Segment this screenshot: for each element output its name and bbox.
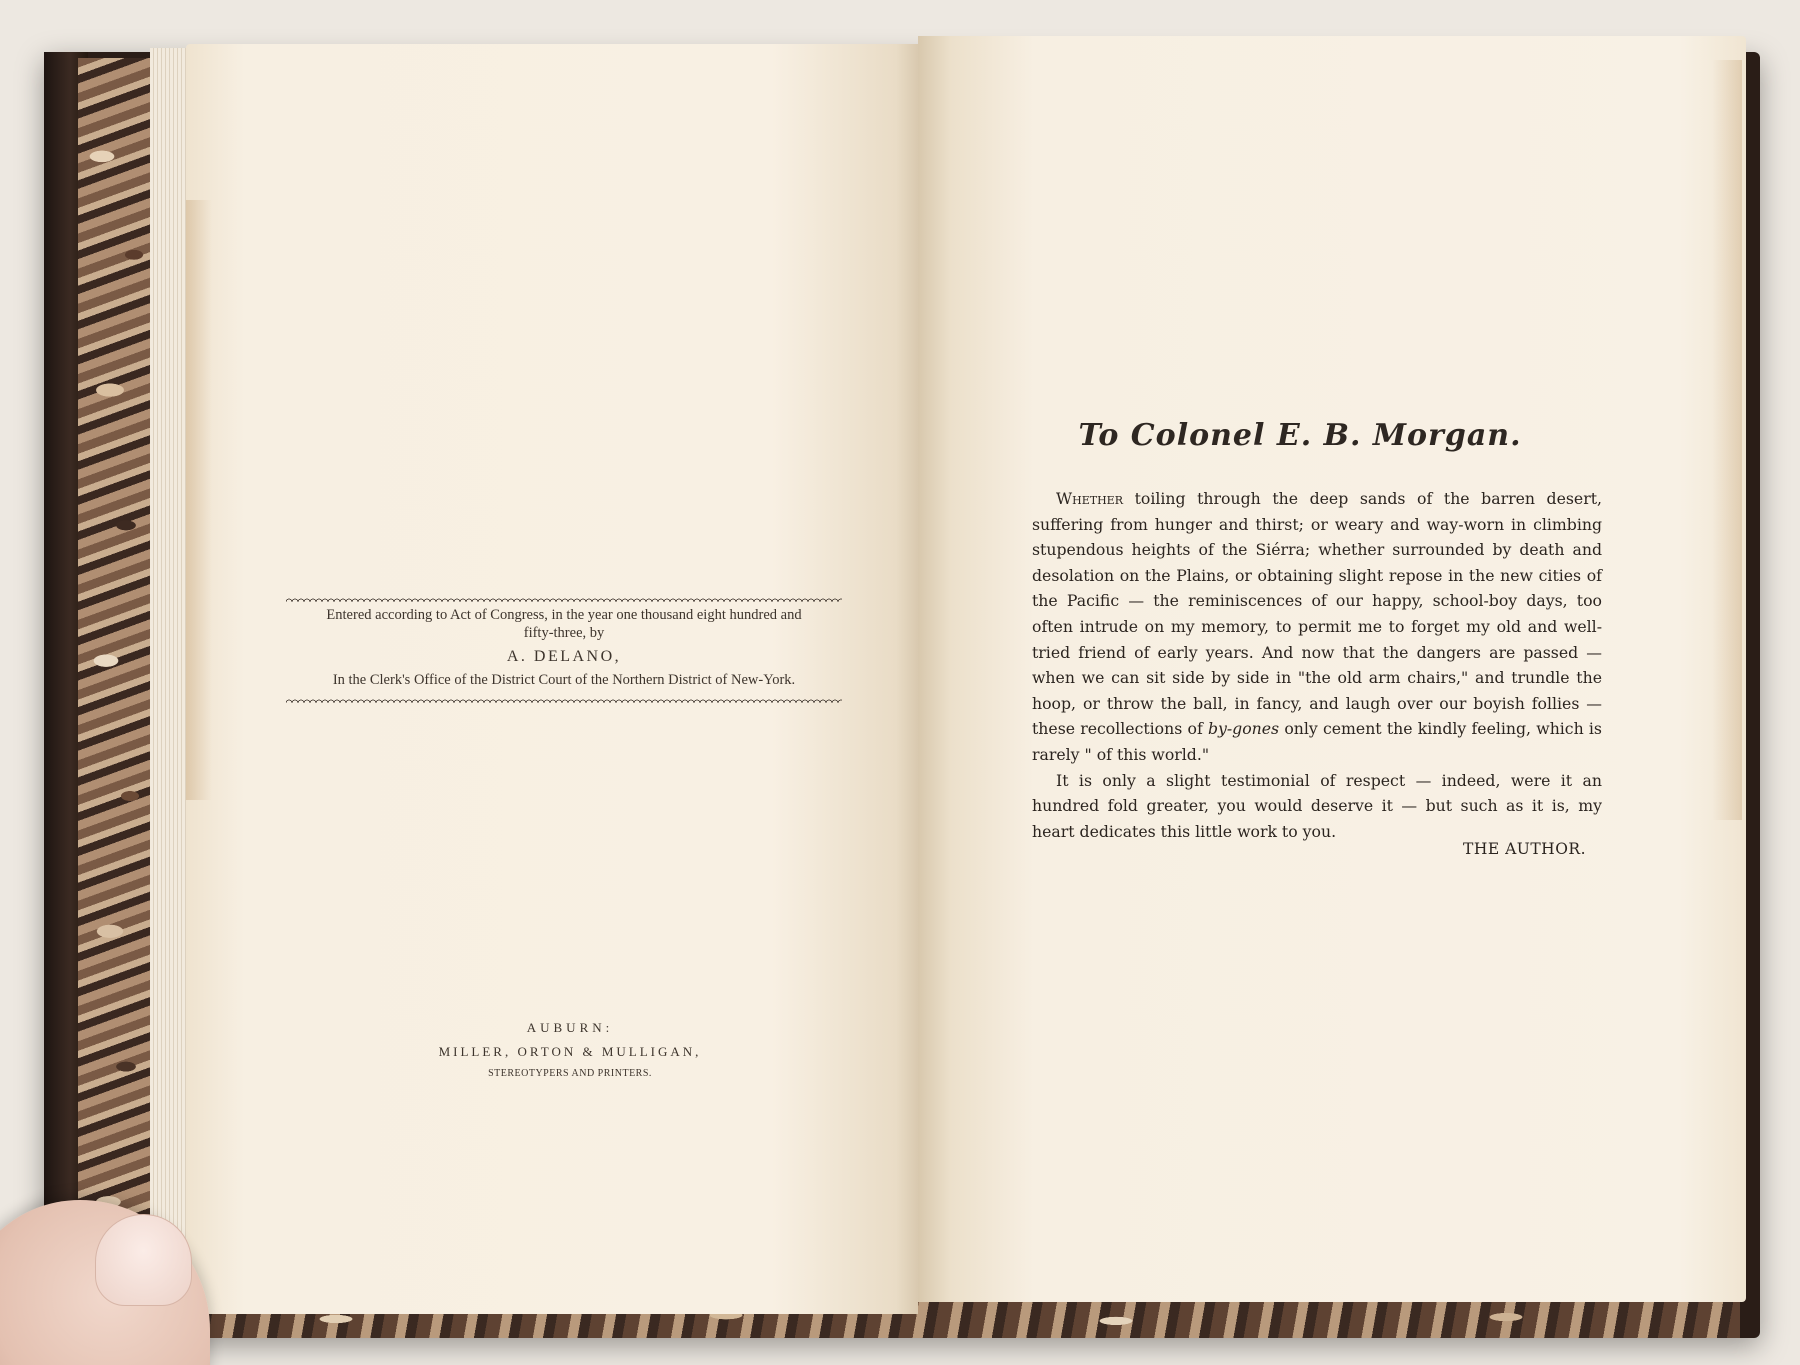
dedication-paragraph-2: It is only a slight testimonial of respect — indeed, were it an hundred fold greater, you would deserve it — but such as it is, my heart dedicates this little work to you.	[1032, 770, 1602, 841]
dedication-paragraph-1-text: toiling through the deep sands of the barren desert, suffering from hunger and thirst; or weary and way-worn in climbing stupendous heights of the Siérra; whether surrounded by death and desolation on the Plains, or obtaining slight repose in the new cities of the Pacific — the reminiscences of our happy, school-boy days, too often intrude on my memory, to permit me to forget my old and well-tried friend of early years. And now that the dangers are passed — when we can sit side by side in "the old arm chairs," and trundle the hoop, or throw the ball, in fancy, and laugh over our boyish follies — these recollections of	[1032, 489, 1602, 739]
marbled-endpaper-left	[78, 58, 158, 1288]
dedication-signature: THE AUTHOR.	[1462, 840, 1586, 858]
wavy-rule-bottom	[286, 697, 842, 703]
imprint-city: AUBURN:	[526, 1020, 614, 1035]
copyright-name: A. DELANO,	[506, 648, 622, 665]
imprint-trade: STEREOTYPERS AND PRINTERS.	[488, 1068, 652, 1079]
dedication-title: To Colonel E. B. Morgan.	[1078, 418, 1522, 453]
page-foxing-left	[186, 200, 212, 800]
copyright-office: In the Clerk's Office of the District Court of the Northern District of New-York.	[332, 672, 796, 688]
dedication-paragraph-1-end: only cement the kindly feeling, which is rarely " of this world."	[1032, 719, 1602, 764]
thumbnail	[95, 1214, 192, 1306]
dedication-paragraph-1	[1032, 486, 1602, 768]
dedication-italic-word: by-gones	[1207, 719, 1280, 739]
dedication-body	[1032, 486, 1602, 844]
imprint-firm: MILLER, ORTON & MULLIGAN,	[438, 1044, 702, 1059]
copyright-line-1: Entered according to Act of Congress, in the year one thousand eight hundred and	[326, 607, 802, 623]
copyright-notice	[286, 596, 842, 703]
printer-imprint	[380, 1020, 760, 1079]
dedication-lead-word: Whether	[1056, 489, 1123, 508]
page-edges	[150, 48, 190, 1310]
wavy-rule-top	[286, 596, 842, 602]
page-foxing-right	[1712, 60, 1742, 820]
copyright-line-2: fifty-three, by	[523, 625, 605, 641]
